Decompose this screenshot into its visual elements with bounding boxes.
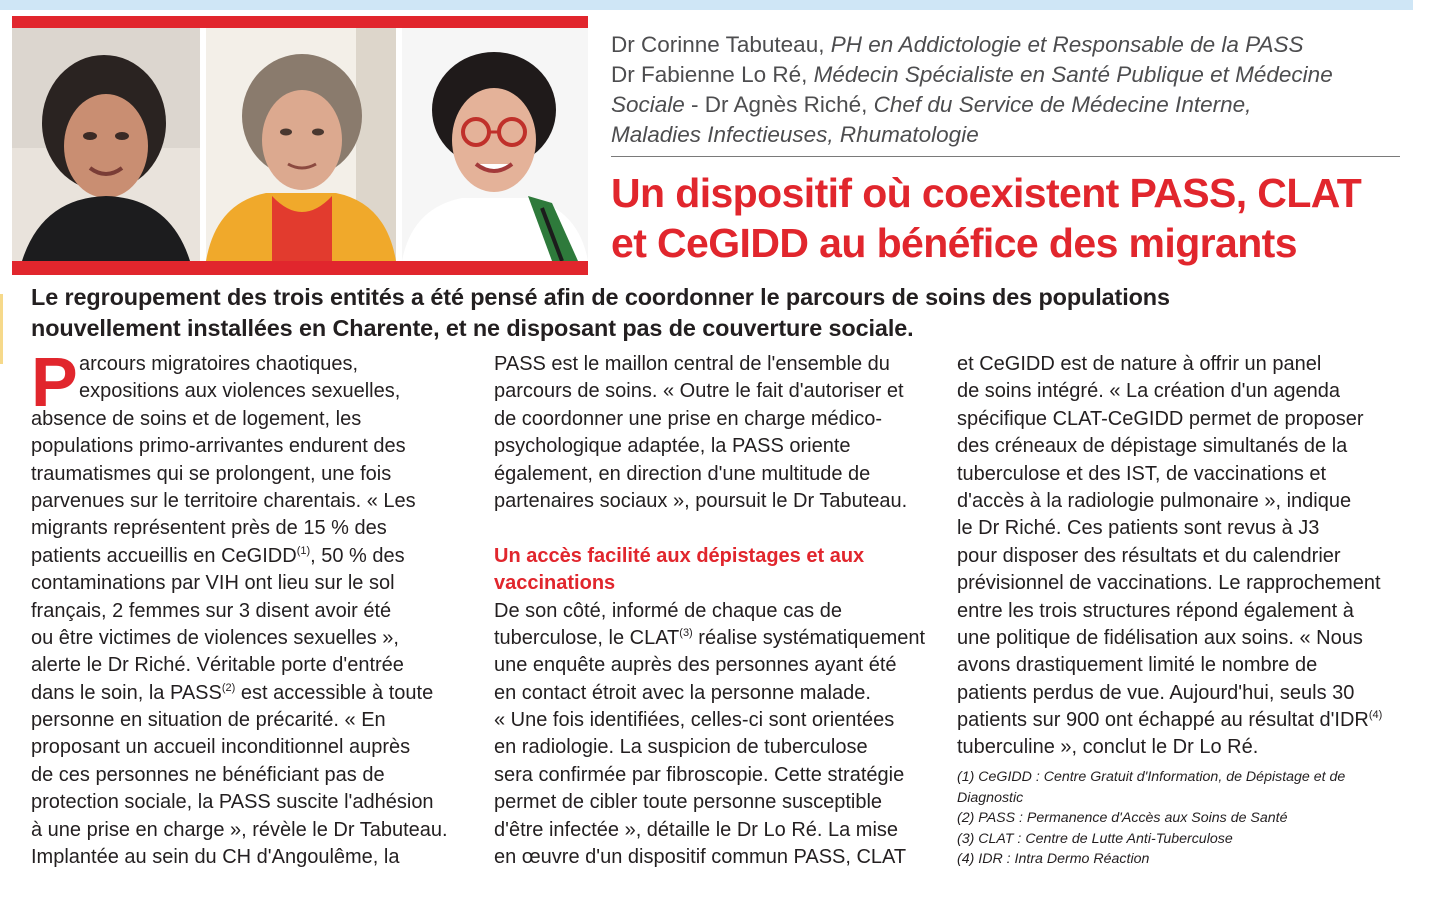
footnote-ref: (3) [679, 626, 693, 639]
body-text: est accessible à toute [235, 681, 434, 704]
portrait-3-image [402, 28, 588, 261]
body-line: d'accès à la radiologie pulmonaire », indique [957, 489, 1352, 512]
photo-fabienne-lo-re [206, 28, 396, 261]
body-line: De son côté, informé de chaque cas de [494, 599, 842, 622]
body-line: avons drastiquement limité le nombre de [957, 654, 1318, 677]
body-line: de coordonner une prise en charge médico- [494, 407, 883, 430]
body-line: en radiologie. La suspicion de tuberculose [494, 736, 868, 759]
body-line: contaminations par VIH ont lieu sur le sol [31, 572, 395, 595]
footnote: Diagnostic [957, 789, 1024, 806]
body-line: arcours migratoires chaotiques, [79, 353, 359, 375]
footnote: (4) IDR : Intra Dermo Réaction [957, 851, 1150, 867]
author-name: Dr Agnès Riché, [704, 92, 868, 117]
footnote: (1) CeGIDD : Centre Gratuit d'Information, de Dépistage et de [957, 769, 1346, 785]
body-line: psychologique adaptée, la PASS oriente [494, 435, 851, 458]
author-role: Chef du Service de Médecine Interne, [873, 92, 1252, 117]
body-text: patients accueillis en CeGIDD [31, 544, 297, 567]
article-headline [611, 168, 1431, 268]
body-line: à une prise en charge », révèle le Dr Tabuteau. [31, 818, 448, 841]
author-name: Dr Fabienne Lo Ré, [611, 62, 808, 87]
footnote-ref: (4) [1368, 709, 1383, 722]
article-column-2 [494, 351, 934, 871]
body-line: et CeGIDD est de nature à offrir un panel [957, 353, 1322, 375]
footnote-ref: (1) [296, 544, 311, 557]
body-text: dans le soin, la PASS [31, 681, 222, 704]
body-line: populations primo-arrivantes endurent des [31, 435, 406, 458]
author-role: Médecin Spécialiste en Santé Publique et Médecine [813, 62, 1333, 87]
divider-rule [611, 156, 1400, 157]
body-text: réalise systématiquement [692, 626, 926, 649]
article-lead [31, 282, 1411, 344]
body-line: tuberculose et des IST, de vaccinations et [957, 462, 1327, 485]
top-color-band [0, 0, 1413, 10]
author-photos [12, 28, 588, 261]
author-separator: - [684, 92, 705, 117]
body-line: en contact étroit avec la personne malade. [494, 681, 871, 704]
photo-bottom-red-bar [12, 261, 588, 275]
body-line: des créneaux de dépistage simultanés de la [957, 435, 1348, 458]
article-column-1 [31, 343, 471, 871]
lead-line: Le regroupement des trois entités a été pensé afin de coordonner le parcours de soins des populations [31, 284, 1170, 310]
author-line-1 [611, 30, 1411, 60]
body-line: le Dr Riché. Ces patients sont revus à J3 [957, 517, 1320, 540]
body-line: français, 2 femmes sur 3 disent avoir été [31, 599, 392, 622]
footnote-ref: (2) [221, 681, 236, 694]
body-line: sera confirmée par fibroscopie. Cette stratégie [494, 763, 905, 786]
body-line: une politique de fidélisation aux soins. « Nous [957, 626, 1363, 649]
body-line: protection sociale, la PASS suscite l'adhésion [31, 791, 434, 814]
body-line: pour disposer des résultats et du calendrier [957, 544, 1341, 567]
body-line: traumatismes qui se prolongent, une fois [31, 462, 392, 485]
footnotes [957, 767, 1397, 870]
body-line [494, 625, 934, 652]
portrait-1-image [12, 28, 200, 261]
author-line-4 [611, 120, 1411, 150]
photo-top-red-bar [12, 16, 588, 28]
footnote: (2) PASS : Permanence d'Accès aux Soins de Santé [957, 810, 1288, 826]
body-line: ou être victimes de violences sexuelles », [31, 626, 399, 649]
body-text: , 50 % des [310, 544, 405, 567]
body-line [957, 707, 1397, 734]
body-line: d'être infectée », détaille le Dr Lo Ré. La mise [494, 818, 899, 841]
portrait-2-image [206, 28, 396, 261]
photo-corinne-tabuteau [12, 28, 200, 261]
author-role: Sociale [611, 92, 685, 117]
author-line-3 [611, 90, 1411, 120]
footnote: (3) CLAT : Centre de Lutte Anti-Tuberculose [957, 830, 1233, 847]
left-accent-strip [0, 294, 3, 364]
body-line: patients perdus de vue. Aujourd'hui, seuls 30 [957, 681, 1355, 704]
body-line: Implantée au sein du CH d'Angoulême, la [31, 846, 400, 869]
section-subheading: vaccinations [494, 572, 616, 595]
author-role: PH en Addictologie et Responsable de la PASS [830, 32, 1304, 57]
section-subheading: Un accès facilité aux dépistages et aux [494, 544, 865, 567]
body-line: « Une fois identifiées, celles-ci sont orientées [494, 709, 895, 732]
lead-line: nouvellement installées en Charente, et ne disposant pas de couverture sociale. [31, 315, 914, 341]
headline-line: Un dispositif où coexistent PASS, CLAT [611, 170, 1362, 216]
body-line: de soins intégré. « La création d'un agenda [957, 380, 1340, 403]
body-line: entre les trois structures répond également à [957, 599, 1354, 622]
body-line: absence de soins et de logement, les [31, 407, 362, 430]
body-line: PASS est le maillon central de l'ensemble du [494, 353, 890, 375]
body-line: spécifique CLAT-CeGIDD permet de proposer [957, 407, 1364, 430]
author-line-2 [611, 60, 1411, 90]
body-line: une enquête auprès des personnes ayant été [494, 654, 897, 677]
body-line [31, 543, 471, 570]
body-line: permet de cibler toute personne susceptible [494, 791, 883, 814]
body-line: parvenues sur le territoire charentais. « Les [31, 489, 416, 512]
body-line: partenaires sociaux », poursuit le Dr Tabuteau. [494, 489, 908, 512]
photo-agnes-riche [402, 28, 588, 261]
body-line: prévisionnel de vaccinations. Le rapprochement [957, 572, 1381, 595]
body-line: également, en direction d'une multitude de [494, 462, 871, 485]
headline-line: et CeGIDD au bénéfice des migrants [611, 220, 1297, 266]
body-line: alerte le Dr Riché. Véritable porte d'entrée [31, 654, 404, 677]
body-line: migrants représentent près de 15 % des [31, 517, 387, 540]
article-column-3 [957, 351, 1397, 762]
body-text: patients sur 900 ont échappé au résultat d'IDR [957, 709, 1369, 732]
body-line: proposant un accueil inconditionnel auprès [31, 736, 411, 759]
body-line: de ces personnes ne bénéficiant pas de [31, 763, 385, 786]
body-line: tuberculine », conclut le Dr Lo Ré. [957, 736, 1259, 759]
body-line [31, 680, 471, 707]
body-line: personne en situation de précarité. « En [31, 709, 386, 732]
author-name: Dr Corinne Tabuteau, [611, 32, 825, 57]
body-line: en œuvre d'un dispositif commun PASS, CLAT [494, 846, 907, 869]
author-credits [611, 30, 1411, 150]
body-text: tuberculose, le CLAT [494, 626, 680, 649]
author-role: Maladies Infectieuses, Rhumatologie [611, 122, 979, 147]
body-line-spacer [494, 515, 934, 542]
body-line: expositions aux violences sexuelles, [79, 380, 401, 403]
body-line: parcours de soins. « Outre le fait d'autoriser et [494, 380, 904, 403]
drop-cap: P [31, 343, 78, 421]
